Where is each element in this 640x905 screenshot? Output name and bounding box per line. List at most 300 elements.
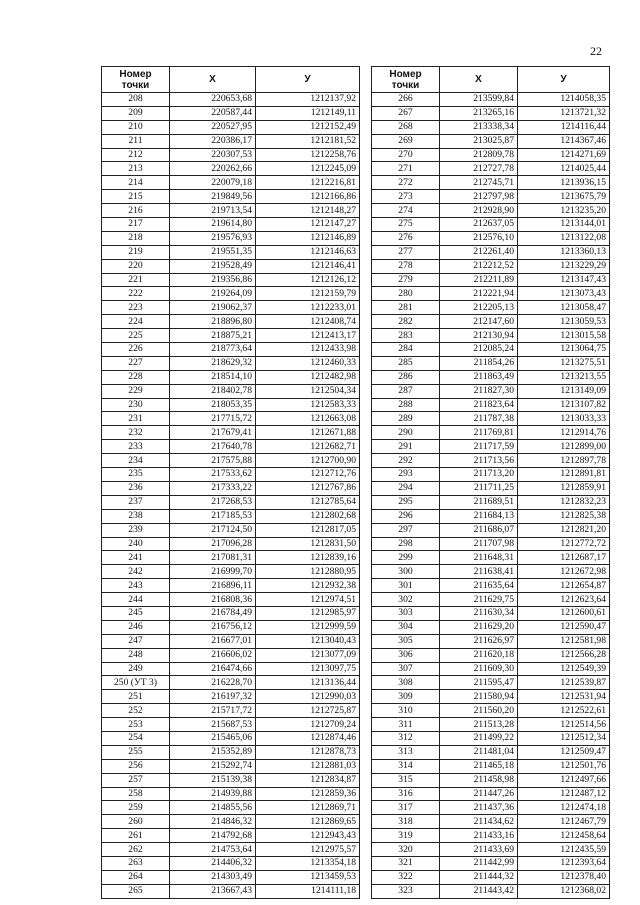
point-number-cell: 218 bbox=[102, 231, 170, 245]
point-number-cell: 301 bbox=[372, 579, 440, 593]
point-number-cell: 224 bbox=[102, 315, 170, 329]
x-coordinate-cell: 212727,78 bbox=[440, 162, 518, 176]
table-row bbox=[372, 676, 610, 690]
table-row bbox=[372, 218, 610, 232]
y-coordinate-cell: 1212817,05 bbox=[256, 523, 360, 537]
x-coordinate-cell: 211560,20 bbox=[440, 704, 518, 718]
header-x: X bbox=[170, 67, 256, 93]
x-coordinate-cell: 217533,62 bbox=[170, 468, 256, 482]
y-coordinate-cell: 1212623,64 bbox=[518, 593, 610, 607]
coordinates-table-right bbox=[371, 66, 610, 899]
point-number-cell: 285 bbox=[372, 356, 440, 370]
table-row bbox=[372, 301, 610, 315]
y-coordinate-cell: 1213459,53 bbox=[256, 870, 360, 884]
point-number-cell: 259 bbox=[102, 801, 170, 815]
x-coordinate-cell: 219062,37 bbox=[170, 301, 256, 315]
point-number-cell: 256 bbox=[102, 759, 170, 773]
x-coordinate-cell: 216606,02 bbox=[170, 648, 256, 662]
y-coordinate-cell: 1212832,23 bbox=[518, 495, 610, 509]
table-row bbox=[372, 426, 610, 440]
x-coordinate-cell: 219849,56 bbox=[170, 190, 256, 204]
y-coordinate-cell: 1212583,33 bbox=[256, 398, 360, 412]
table-row bbox=[102, 454, 360, 468]
point-number-cell: 262 bbox=[102, 843, 170, 857]
y-coordinate-cell: 1213136,44 bbox=[256, 676, 360, 690]
y-coordinate-cell: 1212501,76 bbox=[518, 759, 610, 773]
x-coordinate-cell: 212637,05 bbox=[440, 218, 518, 232]
y-coordinate-cell: 1212874,46 bbox=[256, 731, 360, 745]
point-number-cell: 313 bbox=[372, 745, 440, 759]
table-row bbox=[102, 426, 360, 440]
x-coordinate-cell: 213338,34 bbox=[440, 120, 518, 134]
point-number-cell: 254 bbox=[102, 731, 170, 745]
y-coordinate-cell: 1213147,43 bbox=[518, 273, 610, 287]
point-number-cell: 271 bbox=[372, 162, 440, 176]
x-coordinate-cell: 211620,18 bbox=[440, 648, 518, 662]
table-row bbox=[372, 273, 610, 287]
table-row bbox=[372, 648, 610, 662]
point-number-cell: 225 bbox=[102, 329, 170, 343]
y-coordinate-cell: 1212600,61 bbox=[518, 606, 610, 620]
x-coordinate-cell: 212809,78 bbox=[440, 148, 518, 162]
x-coordinate-cell: 211717,59 bbox=[440, 440, 518, 454]
table-body-right bbox=[372, 93, 610, 899]
y-coordinate-cell: 1212990,03 bbox=[256, 690, 360, 704]
table-row bbox=[372, 356, 610, 370]
x-coordinate-cell: 215687,53 bbox=[170, 718, 256, 732]
point-number-cell: 289 bbox=[372, 412, 440, 426]
x-coordinate-cell: 216474,66 bbox=[170, 662, 256, 676]
y-coordinate-cell: 1213059,53 bbox=[518, 315, 610, 329]
point-number-cell: 217 bbox=[102, 218, 170, 232]
point-number-cell: 219 bbox=[102, 245, 170, 259]
point-number-cell: 290 bbox=[372, 426, 440, 440]
point-number-cell: 294 bbox=[372, 481, 440, 495]
header-point-line1: Номер bbox=[389, 68, 422, 80]
table-row bbox=[102, 231, 360, 245]
y-coordinate-cell: 1212891,81 bbox=[518, 468, 610, 482]
y-coordinate-cell: 1213073,43 bbox=[518, 287, 610, 301]
x-coordinate-cell: 212928,90 bbox=[440, 204, 518, 218]
y-coordinate-cell: 1212700,90 bbox=[256, 454, 360, 468]
point-number-cell: 220 bbox=[102, 259, 170, 273]
x-coordinate-cell: 211465,18 bbox=[440, 759, 518, 773]
table-row bbox=[102, 106, 360, 120]
header-y: У bbox=[256, 67, 360, 93]
point-number-cell: 233 bbox=[102, 440, 170, 454]
point-number-cell: 252 bbox=[102, 704, 170, 718]
point-number-cell: 286 bbox=[372, 370, 440, 384]
x-coordinate-cell: 211629,20 bbox=[440, 620, 518, 634]
table-row bbox=[102, 412, 360, 426]
table-row bbox=[372, 231, 610, 245]
table-row bbox=[102, 329, 360, 343]
point-number-cell: 227 bbox=[102, 356, 170, 370]
point-number-cell: 278 bbox=[372, 259, 440, 273]
point-number-cell: 257 bbox=[102, 773, 170, 787]
y-coordinate-cell: 1212859,91 bbox=[518, 481, 610, 495]
x-coordinate-cell: 211458,98 bbox=[440, 773, 518, 787]
y-coordinate-cell: 1212802,68 bbox=[256, 509, 360, 523]
y-coordinate-cell: 1212137,92 bbox=[256, 93, 360, 107]
table-row bbox=[372, 620, 610, 634]
table-row bbox=[102, 218, 360, 232]
table-row bbox=[372, 565, 610, 579]
point-number-cell: 235 bbox=[102, 468, 170, 482]
table-row bbox=[102, 856, 360, 870]
y-coordinate-cell: 1213077,09 bbox=[256, 648, 360, 662]
table-row bbox=[102, 356, 360, 370]
table-body-left bbox=[102, 93, 360, 899]
x-coordinate-cell: 214406,32 bbox=[170, 856, 256, 870]
y-coordinate-cell: 1212152,49 bbox=[256, 120, 360, 134]
point-number-cell: 318 bbox=[372, 815, 440, 829]
x-coordinate-cell: 211442,99 bbox=[440, 856, 518, 870]
y-coordinate-cell: 1213149,09 bbox=[518, 384, 610, 398]
x-coordinate-cell: 211580,94 bbox=[440, 690, 518, 704]
point-number-cell: 267 bbox=[372, 106, 440, 120]
x-coordinate-cell: 218402,78 bbox=[170, 384, 256, 398]
x-coordinate-cell: 211630,34 bbox=[440, 606, 518, 620]
x-coordinate-cell: 212147,60 bbox=[440, 315, 518, 329]
point-number-cell: 314 bbox=[372, 759, 440, 773]
x-coordinate-cell: 217640,78 bbox=[170, 440, 256, 454]
point-number-cell: 265 bbox=[102, 884, 170, 898]
x-coordinate-cell: 212205,13 bbox=[440, 301, 518, 315]
x-coordinate-cell: 220653,68 bbox=[170, 93, 256, 107]
y-coordinate-cell: 1212378,40 bbox=[518, 870, 610, 884]
x-coordinate-cell: 211707,98 bbox=[440, 537, 518, 551]
table-row bbox=[372, 384, 610, 398]
point-number-cell: 246 bbox=[102, 620, 170, 634]
point-number-cell: 270 bbox=[372, 148, 440, 162]
point-number-cell: 283 bbox=[372, 329, 440, 343]
x-coordinate-cell: 211447,26 bbox=[440, 787, 518, 801]
point-number-cell: 272 bbox=[372, 176, 440, 190]
table-row bbox=[102, 801, 360, 815]
coordinates-table-left bbox=[101, 66, 360, 899]
y-coordinate-cell: 1212682,71 bbox=[256, 440, 360, 454]
table-row bbox=[372, 398, 610, 412]
y-coordinate-cell: 1212671,88 bbox=[256, 426, 360, 440]
table-row bbox=[102, 148, 360, 162]
point-number-cell: 311 bbox=[372, 718, 440, 732]
table-row bbox=[372, 690, 610, 704]
y-coordinate-cell: 1212709,24 bbox=[256, 718, 360, 732]
y-coordinate-cell: 1212487,12 bbox=[518, 787, 610, 801]
header-point-line2: точки bbox=[391, 79, 420, 91]
x-coordinate-cell: 217185,53 bbox=[170, 509, 256, 523]
table-row bbox=[372, 829, 610, 843]
y-coordinate-cell: 1213229,29 bbox=[518, 259, 610, 273]
x-coordinate-cell: 215292,74 bbox=[170, 759, 256, 773]
table-row bbox=[372, 343, 610, 357]
header-y: У bbox=[518, 67, 610, 93]
y-coordinate-cell: 1212975,57 bbox=[256, 843, 360, 857]
x-coordinate-cell: 211863,49 bbox=[440, 370, 518, 384]
point-number-cell: 287 bbox=[372, 384, 440, 398]
y-coordinate-cell: 1212767,86 bbox=[256, 481, 360, 495]
x-coordinate-cell: 217679,41 bbox=[170, 426, 256, 440]
x-coordinate-cell: 211713,56 bbox=[440, 454, 518, 468]
y-coordinate-cell: 1212482,98 bbox=[256, 370, 360, 384]
point-number-cell: 315 bbox=[372, 773, 440, 787]
y-coordinate-cell: 1212825,38 bbox=[518, 509, 610, 523]
y-coordinate-cell: 1212687,17 bbox=[518, 551, 610, 565]
y-coordinate-cell: 1212821,20 bbox=[518, 523, 610, 537]
table-row bbox=[102, 523, 360, 537]
point-number-cell: 323 bbox=[372, 884, 440, 898]
point-number-cell: 214 bbox=[102, 176, 170, 190]
x-coordinate-cell: 216808,36 bbox=[170, 593, 256, 607]
y-coordinate-cell: 1213033,33 bbox=[518, 412, 610, 426]
y-coordinate-cell: 1212146,89 bbox=[256, 231, 360, 245]
table-row bbox=[372, 843, 610, 857]
table-row bbox=[102, 690, 360, 704]
x-coordinate-cell: 217715,72 bbox=[170, 412, 256, 426]
x-coordinate-cell: 216756,12 bbox=[170, 620, 256, 634]
point-number-cell: 305 bbox=[372, 634, 440, 648]
x-coordinate-cell: 218514,10 bbox=[170, 370, 256, 384]
table-row bbox=[372, 759, 610, 773]
point-number-cell: 293 bbox=[372, 468, 440, 482]
table-row bbox=[372, 870, 610, 884]
point-number-cell: 268 bbox=[372, 120, 440, 134]
y-coordinate-cell: 1212368,02 bbox=[518, 884, 610, 898]
x-coordinate-cell: 218629,32 bbox=[170, 356, 256, 370]
table-row bbox=[102, 384, 360, 398]
point-number-cell: 279 bbox=[372, 273, 440, 287]
table-row bbox=[102, 606, 360, 620]
y-coordinate-cell: 1212146,63 bbox=[256, 245, 360, 259]
y-coordinate-cell: 1212897,78 bbox=[518, 454, 610, 468]
x-coordinate-cell: 211433,69 bbox=[440, 843, 518, 857]
table-row bbox=[372, 704, 610, 718]
table-row bbox=[102, 551, 360, 565]
table-row bbox=[102, 245, 360, 259]
table-row bbox=[372, 509, 610, 523]
table-row bbox=[102, 884, 360, 898]
table-row bbox=[372, 120, 610, 134]
y-coordinate-cell: 1212878,73 bbox=[256, 745, 360, 759]
x-coordinate-cell: 212576,10 bbox=[440, 231, 518, 245]
table-row bbox=[102, 495, 360, 509]
table-row bbox=[102, 440, 360, 454]
y-coordinate-cell: 1212654,87 bbox=[518, 579, 610, 593]
y-coordinate-cell: 1212245,09 bbox=[256, 162, 360, 176]
y-coordinate-cell: 1214116,44 bbox=[518, 120, 610, 134]
x-coordinate-cell: 217124,50 bbox=[170, 523, 256, 537]
x-coordinate-cell: 212261,40 bbox=[440, 245, 518, 259]
point-number-cell: 209 bbox=[102, 106, 170, 120]
x-coordinate-cell: 219551,35 bbox=[170, 245, 256, 259]
point-number-cell: 253 bbox=[102, 718, 170, 732]
x-coordinate-cell: 220587,44 bbox=[170, 106, 256, 120]
point-number-cell: 210 bbox=[102, 120, 170, 134]
x-coordinate-cell: 212797,98 bbox=[440, 190, 518, 204]
table-row bbox=[372, 481, 610, 495]
table-row bbox=[102, 648, 360, 662]
table-row bbox=[372, 329, 610, 343]
table-row bbox=[102, 343, 360, 357]
x-coordinate-cell: 211689,51 bbox=[440, 495, 518, 509]
table-row bbox=[372, 204, 610, 218]
point-number-cell: 215 bbox=[102, 190, 170, 204]
x-coordinate-cell: 219264,09 bbox=[170, 287, 256, 301]
point-number-cell: 291 bbox=[372, 440, 440, 454]
x-coordinate-cell: 217268,53 bbox=[170, 495, 256, 509]
point-number-cell: 295 bbox=[372, 495, 440, 509]
table-row bbox=[102, 204, 360, 218]
x-coordinate-cell: 215465,06 bbox=[170, 731, 256, 745]
x-coordinate-cell: 212085,24 bbox=[440, 343, 518, 357]
x-coordinate-cell: 218773,64 bbox=[170, 343, 256, 357]
y-coordinate-cell: 1212834,87 bbox=[256, 773, 360, 787]
point-number-cell: 242 bbox=[102, 565, 170, 579]
x-coordinate-cell: 216228,70 bbox=[170, 676, 256, 690]
y-coordinate-cell: 1212663,08 bbox=[256, 412, 360, 426]
x-coordinate-cell: 214753,64 bbox=[170, 843, 256, 857]
point-number-cell: 228 bbox=[102, 370, 170, 384]
y-coordinate-cell: 1213122,08 bbox=[518, 231, 610, 245]
table-row bbox=[372, 718, 610, 732]
point-number-cell: 277 bbox=[372, 245, 440, 259]
point-number-cell: 302 bbox=[372, 593, 440, 607]
y-coordinate-cell: 1212839,16 bbox=[256, 551, 360, 565]
point-number-cell: 211 bbox=[102, 134, 170, 148]
y-coordinate-cell: 1212531,94 bbox=[518, 690, 610, 704]
y-coordinate-cell: 1212880,95 bbox=[256, 565, 360, 579]
x-coordinate-cell: 212745,71 bbox=[440, 176, 518, 190]
table-row bbox=[102, 162, 360, 176]
y-coordinate-cell: 1212509,47 bbox=[518, 745, 610, 759]
y-coordinate-cell: 1214367,46 bbox=[518, 134, 610, 148]
x-coordinate-cell: 216784,49 bbox=[170, 606, 256, 620]
table-row bbox=[372, 176, 610, 190]
point-number-cell: 300 bbox=[372, 565, 440, 579]
table-row bbox=[372, 370, 610, 384]
point-number-cell: 264 bbox=[102, 870, 170, 884]
table-row bbox=[102, 370, 360, 384]
y-coordinate-cell: 1213040,43 bbox=[256, 634, 360, 648]
point-number-cell: 226 bbox=[102, 343, 170, 357]
y-coordinate-cell: 1213058,47 bbox=[518, 301, 610, 315]
point-number-cell: 296 bbox=[372, 509, 440, 523]
x-coordinate-cell: 218053,35 bbox=[170, 398, 256, 412]
x-coordinate-cell: 211595,47 bbox=[440, 676, 518, 690]
y-coordinate-cell: 1212899,00 bbox=[518, 440, 610, 454]
point-number-cell: 249 bbox=[102, 662, 170, 676]
x-coordinate-cell: 214855,56 bbox=[170, 801, 256, 815]
point-number-cell: 255 bbox=[102, 745, 170, 759]
point-number-cell: 269 bbox=[372, 134, 440, 148]
y-coordinate-cell: 1212785,64 bbox=[256, 495, 360, 509]
point-number-cell: 241 bbox=[102, 551, 170, 565]
x-coordinate-cell: 215717,72 bbox=[170, 704, 256, 718]
point-number-cell: 299 bbox=[372, 551, 440, 565]
x-coordinate-cell: 211499,22 bbox=[440, 731, 518, 745]
table-row bbox=[372, 662, 610, 676]
point-number-cell: 234 bbox=[102, 454, 170, 468]
y-coordinate-cell: 1213360,13 bbox=[518, 245, 610, 259]
header-point-number bbox=[372, 67, 440, 93]
y-coordinate-cell: 1212672,98 bbox=[518, 565, 610, 579]
point-number-cell: 248 bbox=[102, 648, 170, 662]
y-coordinate-cell: 1212467,79 bbox=[518, 815, 610, 829]
y-coordinate-cell: 1212474,18 bbox=[518, 801, 610, 815]
x-coordinate-cell: 217333,22 bbox=[170, 481, 256, 495]
y-coordinate-cell: 1212435,59 bbox=[518, 843, 610, 857]
table-row bbox=[372, 190, 610, 204]
point-number-cell: 260 bbox=[102, 815, 170, 829]
y-coordinate-cell: 1212859,36 bbox=[256, 787, 360, 801]
x-coordinate-cell: 213667,43 bbox=[170, 884, 256, 898]
y-coordinate-cell: 1213275,51 bbox=[518, 356, 610, 370]
table-row bbox=[102, 190, 360, 204]
table-row bbox=[102, 537, 360, 551]
y-coordinate-cell: 1212504,34 bbox=[256, 384, 360, 398]
x-coordinate-cell: 216999,70 bbox=[170, 565, 256, 579]
table-row bbox=[102, 481, 360, 495]
y-coordinate-cell: 1212712,76 bbox=[256, 468, 360, 482]
x-coordinate-cell: 213025,87 bbox=[440, 134, 518, 148]
x-coordinate-cell: 211684,13 bbox=[440, 509, 518, 523]
point-number-cell: 245 bbox=[102, 606, 170, 620]
point-number-cell: 243 bbox=[102, 579, 170, 593]
y-coordinate-cell: 1214111,18 bbox=[256, 884, 360, 898]
y-coordinate-cell: 1212147,27 bbox=[256, 218, 360, 232]
y-coordinate-cell: 1213675,79 bbox=[518, 190, 610, 204]
point-number-cell: 208 bbox=[102, 93, 170, 107]
point-number-cell: 237 bbox=[102, 495, 170, 509]
table-row bbox=[372, 468, 610, 482]
y-coordinate-cell: 1213015,58 bbox=[518, 329, 610, 343]
y-coordinate-cell: 1212914,76 bbox=[518, 426, 610, 440]
point-number-cell: 319 bbox=[372, 829, 440, 843]
table-row bbox=[102, 843, 360, 857]
table-row bbox=[372, 579, 610, 593]
x-coordinate-cell: 211609,30 bbox=[440, 662, 518, 676]
y-coordinate-cell: 1212166,86 bbox=[256, 190, 360, 204]
point-number-cell: 281 bbox=[372, 301, 440, 315]
point-number-cell: 240 bbox=[102, 537, 170, 551]
table-row bbox=[372, 106, 610, 120]
point-number-cell: 244 bbox=[102, 593, 170, 607]
point-number-cell: 298 bbox=[372, 537, 440, 551]
x-coordinate-cell: 211713,20 bbox=[440, 468, 518, 482]
x-coordinate-cell: 217081,31 bbox=[170, 551, 256, 565]
x-coordinate-cell: 220386,17 bbox=[170, 134, 256, 148]
y-coordinate-cell: 1212233,01 bbox=[256, 301, 360, 315]
y-coordinate-cell: 1212831,50 bbox=[256, 537, 360, 551]
table-row bbox=[372, 773, 610, 787]
y-coordinate-cell: 1213354,18 bbox=[256, 856, 360, 870]
table-row bbox=[372, 259, 610, 273]
y-coordinate-cell: 1212869,71 bbox=[256, 801, 360, 815]
y-coordinate-cell: 1212413,17 bbox=[256, 329, 360, 343]
y-coordinate-cell: 1212514,56 bbox=[518, 718, 610, 732]
y-coordinate-cell: 1212881,03 bbox=[256, 759, 360, 773]
x-coordinate-cell: 211433,16 bbox=[440, 829, 518, 843]
y-coordinate-cell: 1212149,11 bbox=[256, 106, 360, 120]
table-row bbox=[102, 565, 360, 579]
header-point-line1: Номер bbox=[119, 68, 152, 80]
y-coordinate-cell: 1213064,75 bbox=[518, 343, 610, 357]
table-row bbox=[102, 509, 360, 523]
y-coordinate-cell: 1212522,61 bbox=[518, 704, 610, 718]
table-row bbox=[102, 579, 360, 593]
y-coordinate-cell: 1212566,28 bbox=[518, 648, 610, 662]
